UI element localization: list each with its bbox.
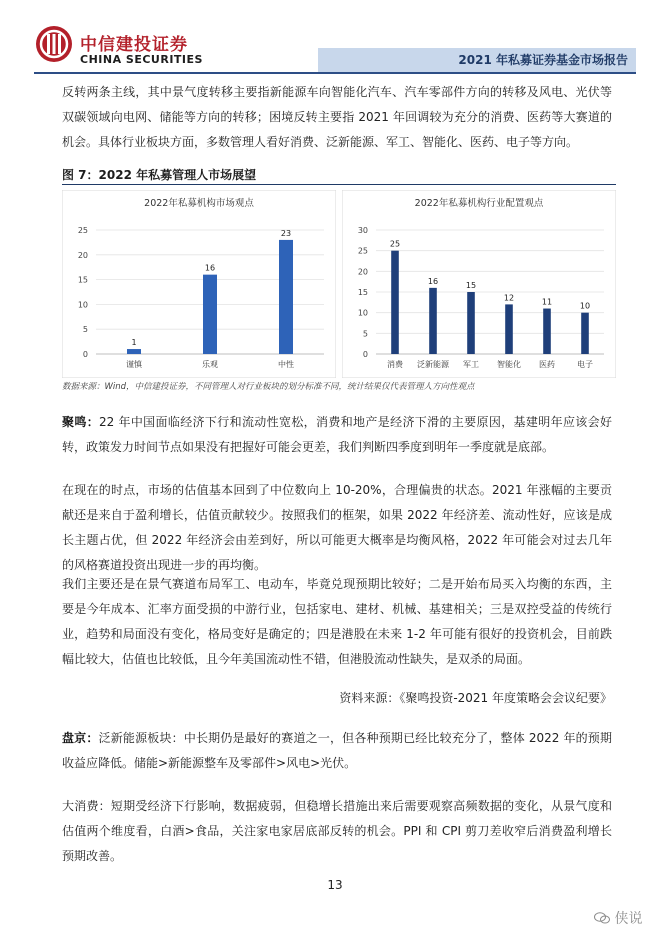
- x-tick-label: 乐观: [202, 360, 218, 369]
- data-label: 10: [579, 301, 591, 311]
- page-number: 13: [327, 878, 343, 892]
- y-tick-label: 10: [77, 300, 88, 310]
- y-tick-label: 15: [357, 288, 368, 297]
- data-label: 23: [280, 228, 292, 238]
- panjing-text: 泛新能源板块：中长期仍是最好的赛道之一，但各种预期已经比较充分了，整体 2022 年的预期收益应降低。储能>新能源整车及零部件>风电>光伏。: [62, 731, 612, 770]
- x-tick-label: 电子: [577, 360, 593, 369]
- wechat-icon: [594, 912, 610, 924]
- y-tick-label: 5: [82, 325, 88, 335]
- y-tick-label: 20: [357, 267, 368, 277]
- juming-paragraph: [62, 410, 612, 460]
- bar: [391, 251, 399, 354]
- watermark: [594, 908, 642, 928]
- juming-label: 聚鸣：: [62, 415, 100, 429]
- market-outlook-chart: [62, 190, 336, 378]
- figure-title: 图 7：2022 年私募管理人市场展望: [62, 168, 257, 182]
- juming-text: 22 年中国面临经济下行和流动性宽松，消费和地产是经济下滑的主要原因，基建明年应该会好转，政策发力时间节点如果没有把握好可能会更差，我们判断四季度到明年一季度就是底部。: [62, 415, 612, 454]
- intro-paragraph: 反转两条主线，其中景气度转移主要指新能源车向智能化汽车、汽车零部件方向的转移及风电、光伏等双碳领域向电网、储能等方向的转移；困境反转主要指 2021 年回调较为充分的消费、医药等大赛道的机会。具体行业板块方面，多数管理人看好消费、泛新能源、军工、智能化、医药、电子等方向。: [62, 85, 612, 149]
- watermark-text: 侠说: [614, 911, 643, 927]
- data-label: 11: [541, 297, 553, 307]
- bar: [127, 349, 141, 354]
- x-tick-label: 泛新能源: [417, 360, 449, 369]
- allocation-paragraph: 我们主要还是在景气赛道布局军工、电动车，毕竟兑现预期比较好；二是开始布局买入均衡的东西，主要是今年成本、汇率方面受损的中游行业，包括家电、建材、机械、基建相关；三是双控受益的传统行业，趋势和局面没有变化，格局变好是确定的；四是港股在未来 1-2 年可能有很好的投资机会，目前跌幅比较大，估值也比较低，且今年美国流动性不错，但港股流动性缺失，是双杀的局面。: [62, 577, 612, 666]
- consumption-paragraph: 大消费：短期受经济下行影响，数据疲弱，但稳增长措施出来后需要观察高频数据的变化，从景气度和估值两个维度看，白酒>食品，关注家电家居底部反转的机会。PPI 和 CPI 剪刀差收窄后消费盈利增长预期改善。: [62, 799, 612, 863]
- header-divider: [34, 72, 636, 74]
- page-header: [0, 0, 670, 78]
- panjing-label: 盘京：: [62, 731, 99, 745]
- sector-allocation-chart: [342, 190, 616, 378]
- x-tick-label: 中性: [278, 360, 294, 369]
- bar: [467, 292, 475, 354]
- y-tick-label: 20: [77, 250, 88, 260]
- data-label: 16: [427, 276, 439, 286]
- y-tick-label: 0: [362, 350, 368, 359]
- y-tick-label: 25: [77, 226, 88, 235]
- chart-frame: [62, 190, 336, 378]
- x-tick-label: 医药: [539, 360, 555, 369]
- chart-title: 2022年私募机构市场观点: [144, 198, 254, 209]
- china-securities-logo-icon: [34, 24, 74, 64]
- bar: [543, 309, 551, 354]
- y-tick-label: 25: [357, 246, 368, 256]
- logo-english-name: CHINA SECURITIES: [80, 53, 203, 66]
- data-label: 1: [131, 338, 137, 348]
- bar: [505, 304, 513, 354]
- x-tick-label: 消费: [387, 360, 403, 369]
- chart-frame: [342, 190, 616, 378]
- bar: [203, 275, 217, 354]
- market-outlook-chart-svg: [62, 190, 336, 378]
- bar: [581, 313, 589, 354]
- logo-chinese-name: 中信建投证券: [80, 35, 188, 55]
- bar: [279, 240, 293, 354]
- report-title: 2021 年私募证券基金市场报告: [458, 53, 628, 67]
- figure-source-note: 数据来源：Wind，中信建投证券，不同管理人对行业板块的划分标准不同，统计结果仅代表管理人方向性观点: [62, 382, 475, 392]
- y-tick-label: 0: [82, 350, 88, 359]
- bar: [429, 288, 437, 354]
- valuation-paragraph: 在现在的时点，市场的估值基本回到了中位数向上 10-20%，合理偏贵的状态。2021 年涨幅的主要贡献还是来自于盈利增长，估值贡献较少。按照我们的框架，如果 2022 年经济差、流动性好，应该是成长主题占优，但 2022 年经济会由差到好，所以可能更大概率是均衡风格，2022 年可能会对过去几年的风格赛道投资出现进一步的再均衡。: [62, 483, 612, 572]
- y-tick-label: 5: [362, 329, 368, 339]
- chart-title: 2022年私募机构行业配置观点: [414, 198, 544, 209]
- x-tick-label: 智能化: [497, 360, 521, 369]
- sector-allocation-chart-svg: [342, 190, 616, 378]
- figure-divider: [62, 184, 616, 185]
- x-tick-label: 谨慎: [126, 360, 142, 369]
- y-tick-label: 15: [77, 275, 88, 285]
- data-label: 25: [389, 239, 401, 249]
- y-tick-label: 10: [357, 308, 368, 318]
- x-tick-label: 军工: [463, 360, 479, 369]
- y-tick-label: 30: [357, 226, 368, 235]
- data-label: 12: [503, 293, 515, 303]
- panjing-paragraph: [62, 726, 612, 776]
- source-citation: 资料来源：《聚鸣投资-2021 年度策略会会议纪要》: [339, 691, 612, 705]
- data-label: 16: [204, 263, 216, 273]
- data-label: 15: [465, 281, 477, 290]
